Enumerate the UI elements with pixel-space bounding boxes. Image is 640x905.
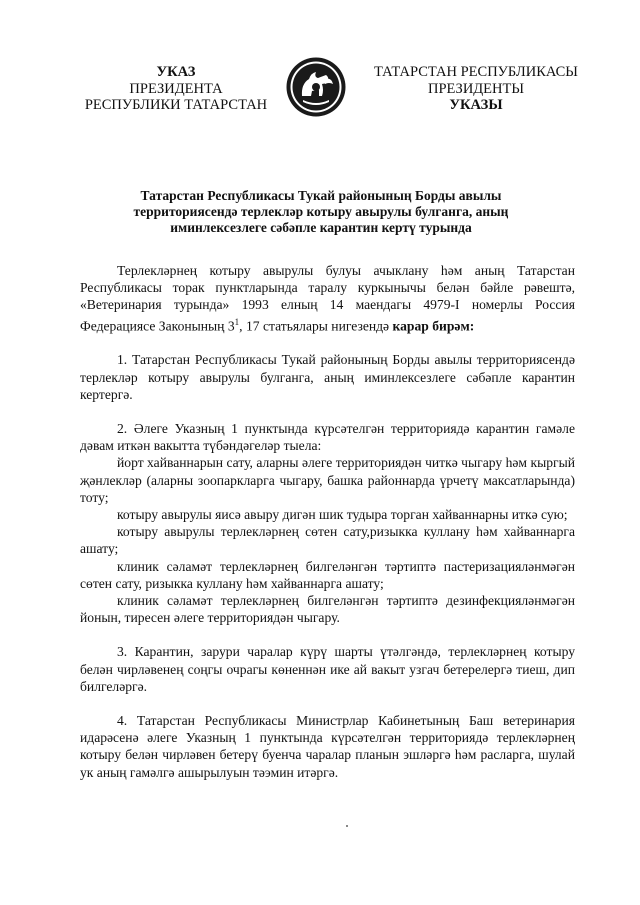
item-1: 1. Татарстан Республикасы Тукай районының Борды авылы территориясендә терлекләр котыру авырулы булганга, аның иминлексезлеге сәбәпле карантин кертергә. (80, 352, 575, 402)
header-left-ukaz: УКАЗ (156, 64, 196, 80)
title-line-1: Татарстан Республикасы Тукай районының Борды авылы (140, 188, 502, 203)
header-right-republic: ТАТАРСТАН РЕСПУБЛИКАСЫ (374, 64, 578, 80)
scan-speck (346, 825, 348, 827)
document-body (80, 262, 575, 781)
preamble-paragraph (80, 262, 575, 334)
header-right-president: ПРЕЗИДЕНТЫ (427, 80, 525, 97)
preamble-text: Терлекләрнең котыру авырулы булуы ачыклану һәм аның Татарстан Республикасы торак пунктларында таралу куркынычы белән бәйле рәвештә, «Ветеринария турында» 1993 елның 14 маендагы 4979-I номерлы Россия Федерациясе Законының 3 (80, 263, 575, 334)
title-line-3: иминлексезлеге сәбәпле карантин кертү турында (170, 220, 472, 235)
item-2-sub-5: клиник сәламәт терлекләрнең билгеләнгән тәртиптә дезинфекцияләнмәгән йонын, тиресен әлеге территориядән чыгару. (80, 592, 575, 626)
header-right-ukazy: УКАЗЫ (449, 97, 503, 113)
header-right-block (362, 64, 590, 114)
header-left-republic: РЕСПУБЛИКИ ТАТАРСТАН (84, 97, 268, 113)
item-2-sub-3: котыру авырулы терлекләрнең сөтен сату,ризыкка куллану һәм хайваннарга ашату; (80, 524, 575, 557)
preamble-decision: карар бирәм: (392, 318, 475, 334)
item-2-sub-4: клиник сәламәт терлекләрнең билгеләнгән тәртиптә пастеризацияләнмәгән сөтен сату, ризыкка куллану һәм хайваннарга ашату; (80, 558, 575, 591)
item-2-intro: 2. Әлеге Указның 1 пунктында күрсәтелгән территориядә карантин гамәле дәвам иткән вакытта түбәндәгеләр тыела: (80, 420, 575, 454)
tatarstan-emblem-icon (285, 56, 347, 118)
header-left-block (72, 64, 280, 114)
item-3: 3. Карантин, зарури чаралар күрү шарты үтәлгәндә, терлекләрнең котыру белән чирләвенең соңгы очрагы көненнән ике ай вакыт узгач бетерелергә тиеш, дип билгеләргә. (80, 644, 575, 694)
item-4: 4. Татарстан Республикасы Министрлар Кабинетының Баш ветеринария идарәсенә әлеге Указның 1 пунктында күрсәтелгән территориядә терлекләрнең котыру белән чирләвен бетерү буенча чаралар планын эшләргә һәм расларга, шулай ук аның гамәлгә ашырылуын тәэмин итәргә. (80, 713, 575, 780)
item-2-sub-1: йорт хайваннарын сату, аларны әлеге территориядән читкә чыгару һәм кыргый җәнлекләр (аларны зоопаркларга чыгару, башка районнарда үрчетү максатларында) тоту; (80, 455, 575, 505)
document-title (100, 188, 542, 236)
header-left-president: ПРЕЗИДЕНТА (129, 80, 223, 97)
title-line-2: территориясендә терлекләр котыру авырулы булганга, аның (133, 204, 509, 219)
preamble-superscript: 1 (234, 316, 240, 327)
preamble-text-cont: , 17 статьялары нигезендә (239, 318, 390, 334)
item-2-sub-2: котыру авырулы яисә авыру дигән шик тудыра торган хайваннарны иткә сую; (117, 506, 568, 522)
